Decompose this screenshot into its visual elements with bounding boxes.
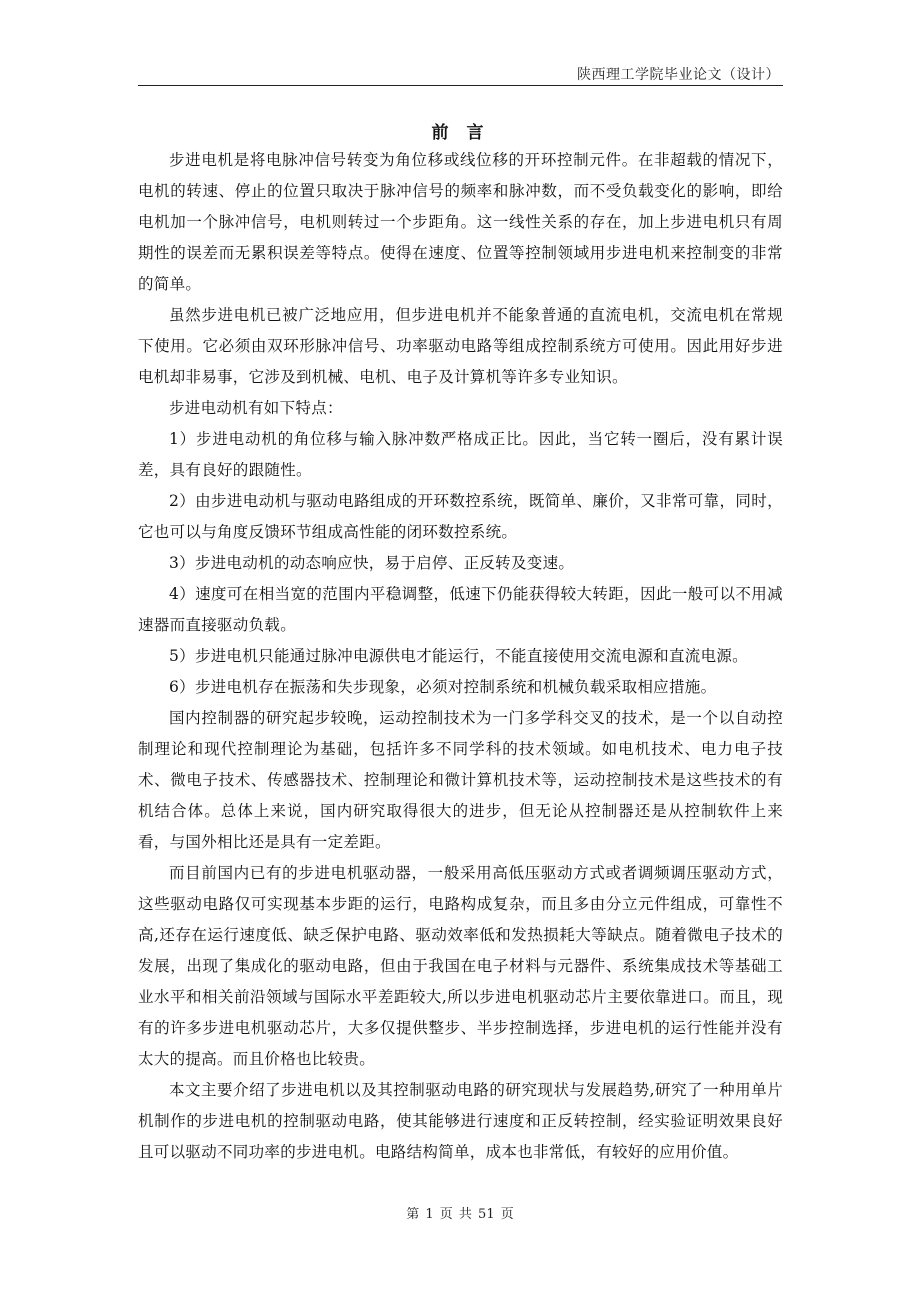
list-item-feature-6: 6）步进电机存在振荡和失步现象，必须对控制系统和机械负载采取相应措施。: [169, 678, 717, 696]
list-item-feature-5: 5）步进电机只能通过脉冲电源供电才能运行，不能直接使用交流电源和直流电源。: [169, 647, 748, 665]
paragraph-features-heading: 步进电动机有如下特点：: [169, 399, 343, 417]
list-item-feature-2: 2）由步进电动机与驱动电路组成的开环数控系统，既简单、廉价，又非常可靠，同时，它也可以与角度反馈环节组成高性能的闭环数控系统。: [138, 492, 783, 541]
list-item-feature-3: 3）步进电动机的动态响应快，易于启停、正反转及变速。: [169, 554, 575, 572]
running-header: 陕西理工学院毕业论文（设计）: [577, 67, 780, 83]
paragraph-domestic-drivers: 而目前国内已有的步进电机驱动器，一般采用高低压驱动方式或者调频调压驱动方式，这些驱动电路仅可实现基本步距的运行，电路构成复杂，而且多由分立元件组成，可靠性不高,还存在运行速度低、缺乏保护电路、驱动效率低和发热损耗大等缺点。随着微电子技术的发展，出现了集成化的驱动电路，但由于我国在电子材料与元器件、系统集成技术等基础工业水平和相关前沿领域与国际水平差距较大,所以步进电机驱动芯片主要依靠进口。而且，现有的许多步进电机驱动芯片，大多仅提供整步、半步控制选择，步进电机的运行性能并没有太大的提高。而且价格也比较贵。: [138, 864, 783, 1068]
body-text: [138, 145, 783, 1168]
list-item-feature-4: 4）速度可在相当宽的范围内平稳调整，低速下仍能获得较大转距，因此一般可以不用减速器而直接驱动负载。: [138, 585, 783, 634]
page-number-footer: 第 1 页 共 51 页: [406, 1207, 514, 1222]
section-title: 前 言: [431, 123, 490, 143]
paragraph-domestic-research: 国内控制器的研究起步较晚，运动控制技术为一门多学科交叉的技术，是一个以自动控制理论和现代控制理论为基础，包括许多不同学科的技术领域。如电机技术、电力电子技术、微电子技术、传感器技术、控制理论和微计算机技术等，运动控制技术是这些技术的有机结合体。总体上来说，国内研究取得很大的进步，但无论从控制器还是从控制软件上来看，与国外相比还是具有一定差距。: [138, 709, 783, 851]
paragraph-intro: 步进电机是将电脉冲信号转变为角位移或线位移的开环控制元件。在非超载的情况下，电机的转速、停止的位置只取决于脉冲信号的频率和脉冲数，而不受负载变化的影响，即给电机加一个脉冲信号，电机则转过一个步距角。这一线性关系的存在，加上步进电机只有周期性的误差而无累积误差等特点。使得在速度、位置等控制领域用步进电机来控制变的非常的简单。: [138, 151, 783, 293]
header-divider: [138, 85, 783, 86]
list-item-feature-1: 1）步进电动机的角位移与输入脉冲数严格成正比。因此，当它转一圈后，没有累计误差，具有良好的跟随性。: [138, 430, 783, 479]
paragraph-usage: 虽然步进电机已被广泛地应用，但步进电机并不能象普通的直流电机，交流电机在常规下使用。它必须由双环形脉冲信号、功率驱动电路等组成控制系统方可使用。因此用好步进电机却非易事，它涉及到机械、电机、电子及计算机等许多专业知识。: [138, 306, 783, 386]
paragraph-summary: 本文主要介绍了步进电机以及其控制驱动电路的研究现状与发展趋势,研究了一种用单片机制作的步进电机的控制驱动电路，使其能够进行速度和正反转控制，经实验证明效果良好且可以驱动不同功率的步进电机。电路结构简单，成本也非常低，有较好的应用价值。: [138, 1081, 783, 1161]
